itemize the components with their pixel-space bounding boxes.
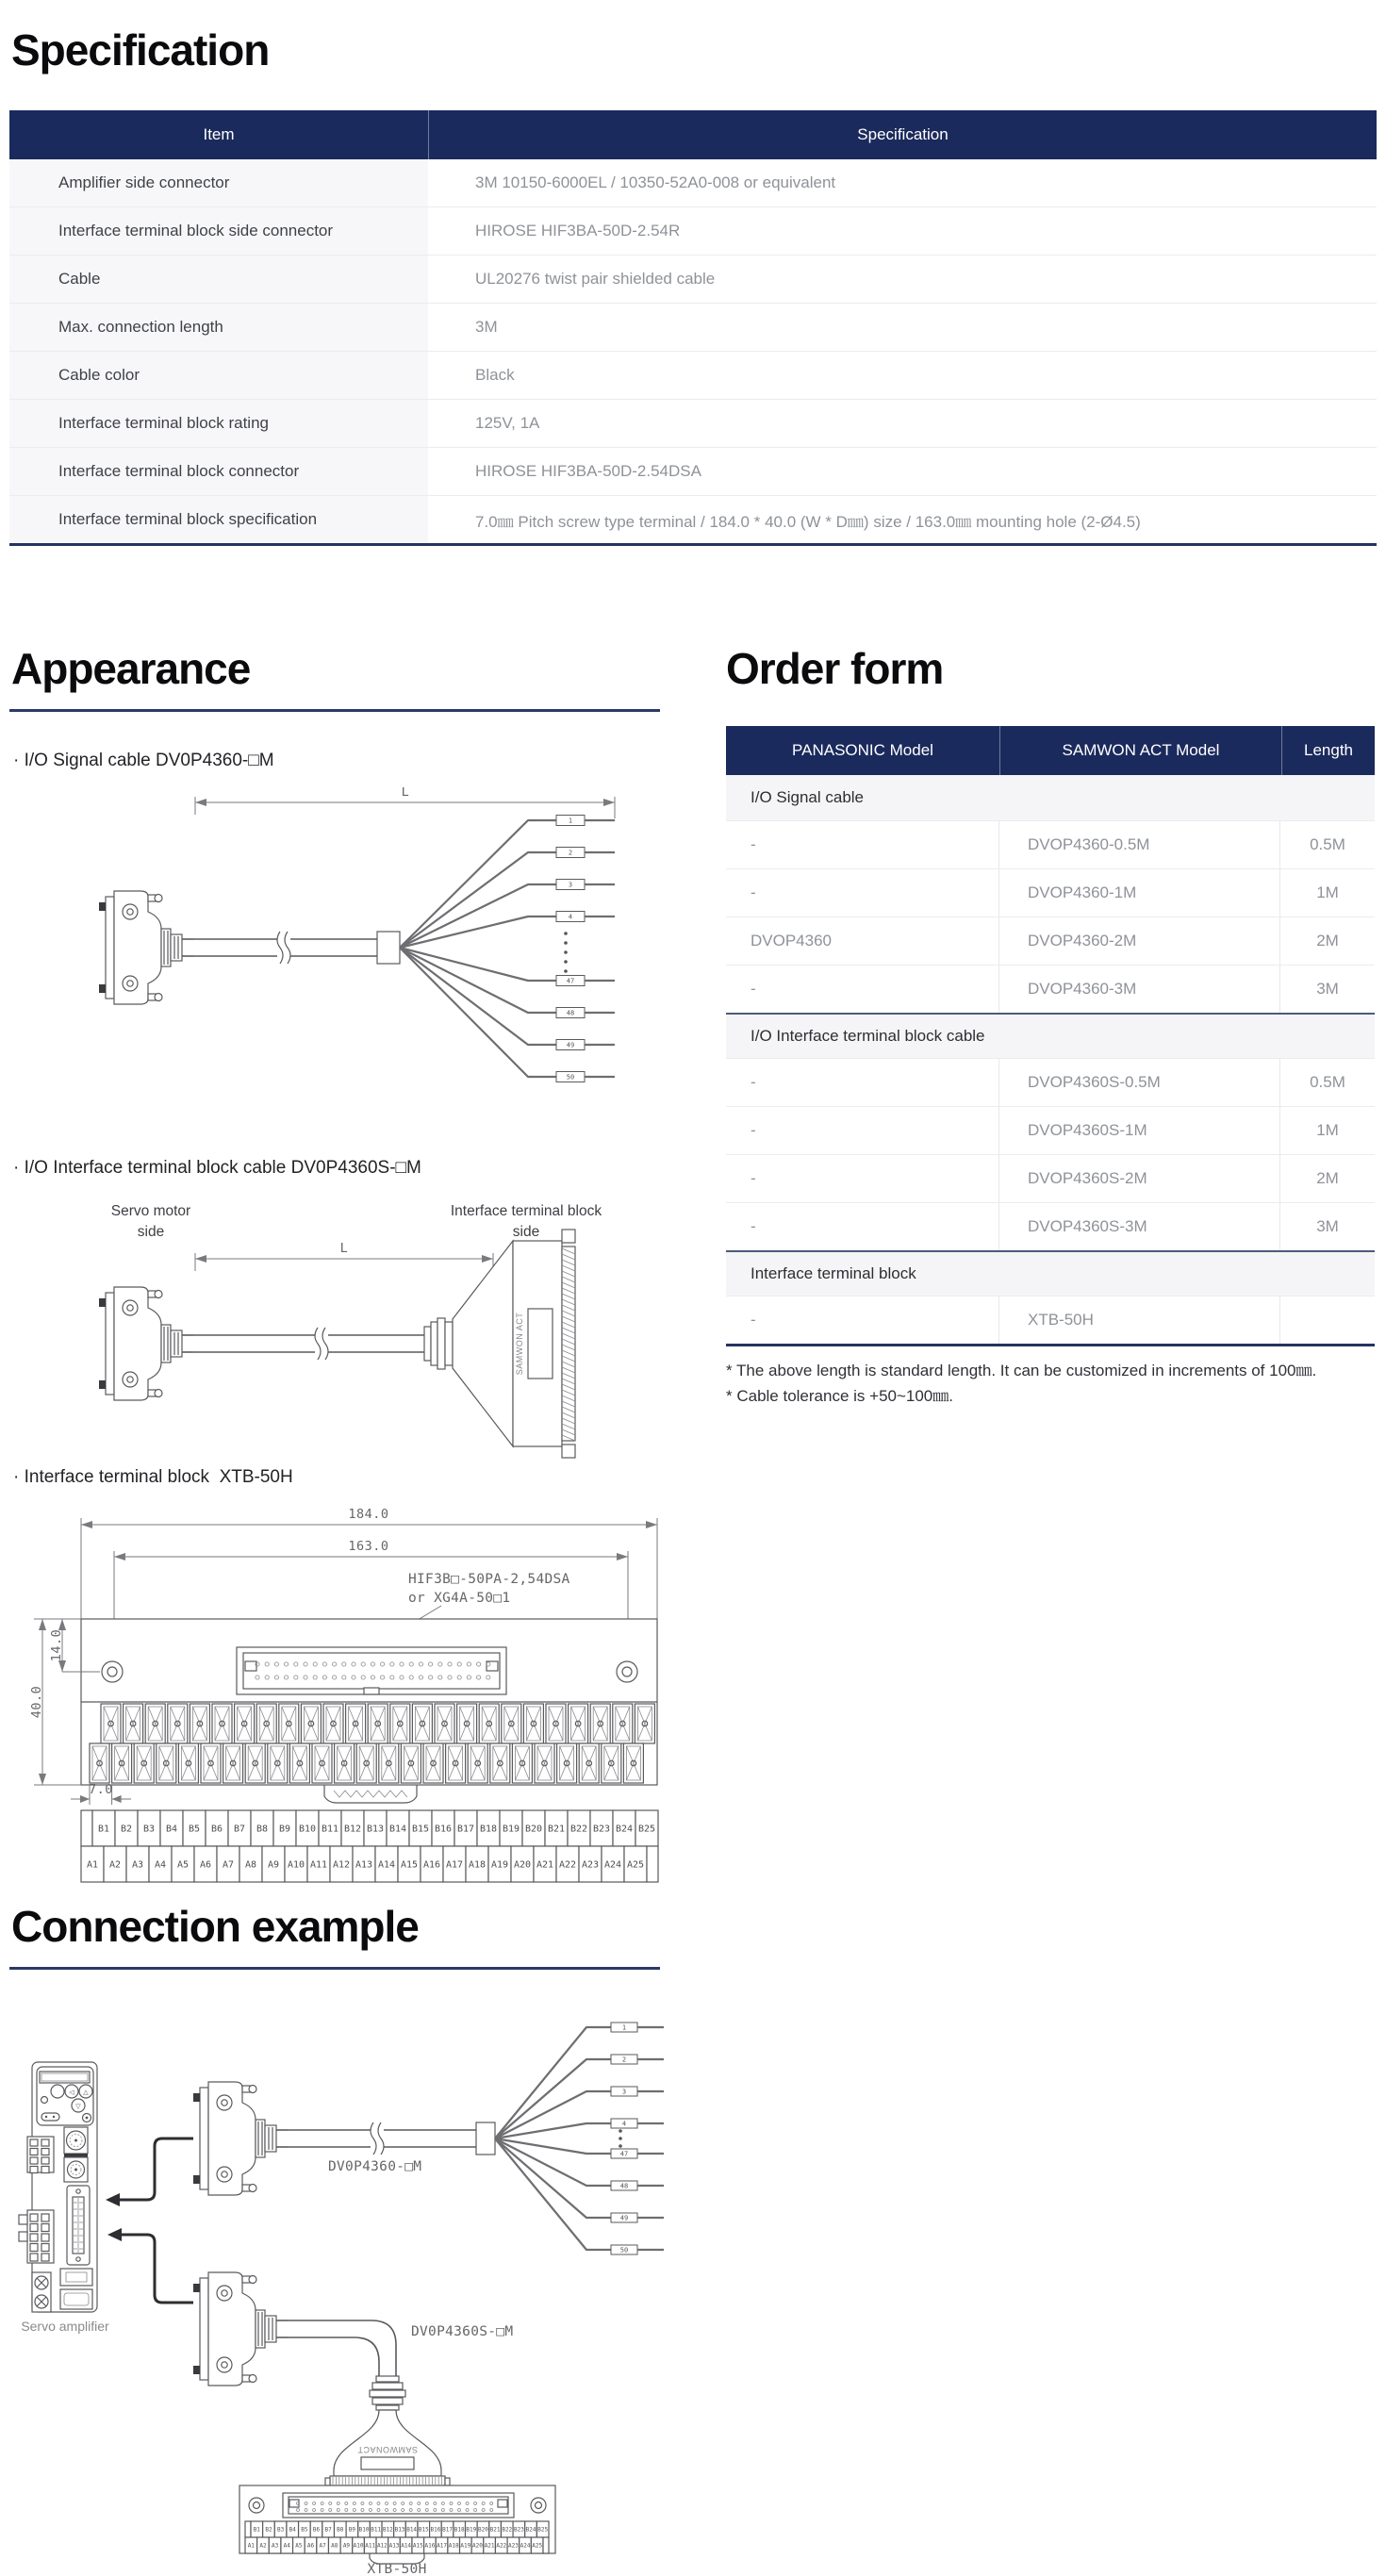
spec-table [9,110,1377,546]
pin-label-b: B17 [442,2526,453,2534]
order-samwon-cell: XTB-50H [999,1296,1280,1344]
servo-motor-side-label-1: Servo motor [110,1203,191,1219]
pin-label-a: A25 [626,1859,645,1871]
ellipsis-dot [564,950,568,954]
pin-label-a: A5 [176,1859,190,1871]
pin-label-a: A15 [412,2542,423,2550]
cable-sleeve [377,932,400,964]
pin-label-b: B24 [615,1824,634,1835]
terminal-square [30,2224,38,2232]
terminal-square [30,2214,38,2221]
order-panasonic-cell: - [726,1059,999,1106]
dim-L-2: L [339,1241,349,1256]
ellipsis-dot [564,941,568,945]
terminal-square [30,2244,38,2252]
specification-title: Specification [11,25,270,74]
order-length-cell: 2M [1316,1169,1339,1187]
pin-label-a: A6 [199,1859,212,1871]
connection-terminal-block [239,2485,555,2576]
order-length-cell: 1M [1316,883,1339,901]
spec-row [9,351,1377,399]
pin-label-a: A22 [496,2542,507,2550]
pin-label-a: A2 [259,2542,267,2550]
cable2-label: DV0P4360S-□M [411,2324,514,2339]
pin-label-a: A11 [365,2542,376,2550]
spec-item-cell: Interface terminal block rating [9,400,428,447]
order-samwon-cell: DVOP4360S-2M [999,1155,1280,1202]
pin-label-b: B10 [298,1824,317,1835]
dim-40: 40.0 [29,1685,44,1719]
fan-wire [495,2027,611,2138]
pin-label-a: A2 [108,1859,122,1871]
connection-example-title: Connection example [11,1902,419,1951]
pin-label-b: B15 [418,2526,429,2534]
order-row [726,868,1375,916]
dim-L-1: L [401,787,410,800]
pin-label-a: A24 [520,2542,531,2550]
connection-rule [9,1967,660,1970]
dim-7: 7.0 [89,1782,113,1797]
order-group-header: I/O Signal cable [726,775,1375,820]
order-panasonic-cell: - [726,1107,999,1154]
terminal-number: 50 [566,1073,575,1082]
pin-label-b: B23 [513,2526,524,2534]
terminal-number: 4 [568,913,573,921]
terminal-number: 3 [568,881,573,889]
up-button-icon: △ [83,2089,89,2096]
pin-label-b: B4 [165,1824,178,1835]
order-length-cell: 3M [1316,1217,1339,1235]
pin-label-b: B13 [394,2526,405,2534]
brand-text-vertical: SAMWON ACT [515,1312,524,1376]
pin-label-b: B6 [312,2526,321,2534]
pin-label-a: A7 [222,1859,235,1871]
terminal-block-diagram [9,1501,669,1886]
pin-label-a: A12 [376,2542,388,2550]
order-panasonic-cell: - [726,821,999,868]
pin-label-a: A18 [468,1859,487,1871]
pin-label-b: B3 [276,2526,285,2534]
pin-label-b: B8 [337,2526,344,2534]
terminal-block-label: · Interface terminal block XTB-50H [13,1467,293,1487]
order-row [726,1058,1375,1106]
order-group-header: Interface terminal block [726,1250,1375,1296]
amplifier-side-connector [99,891,193,1004]
brand-text-bell: SAMWONACT [357,2445,418,2454]
fan-wire [495,2138,611,2186]
io-signal-cable-diagram [9,787,669,1098]
connector-note-2: or XG4A-50□1 [408,1591,511,1606]
servo-amplifier-drawing [19,2062,109,2334]
pin-label-a: A23 [507,2542,519,2550]
pin-label-b: B18 [454,2526,465,2534]
pin-name-table [81,1810,658,1882]
spec-row [9,159,1377,206]
connection-connector-1 [193,2082,288,2195]
spec-table-header [9,110,1377,159]
order-note-2: * Cable tolerance is +50~100㎜. [726,1387,953,1405]
servo-side-connector [99,1287,193,1400]
order-row [726,916,1375,965]
din-clip-spring [334,1791,407,1797]
connection-connector-2 [193,2272,288,2386]
fan-wire [400,948,556,1045]
order-header-samwon: SAMWON ACT Model [1000,726,1282,775]
order-row [726,1106,1375,1154]
pin-label-a: A25 [532,2542,543,2550]
order-panasonic-cell: DVOP4360 [726,917,999,965]
pin-cell-sliver [245,2521,251,2537]
pin-label-a: A8 [244,1859,257,1871]
terminal-number: 48 [566,1009,575,1017]
order-row [726,1202,1375,1250]
pin-label-b: B16 [430,2526,441,2534]
pin-label-b: B15 [411,1824,430,1835]
terminal-number: 2 [568,849,573,857]
tb-side-label-1: Interface terminal block [450,1203,602,1219]
order-row [726,1296,1375,1344]
spec-header-item: Item [9,110,429,159]
pin-label-a: A13 [388,2542,400,2550]
pin-label-a: A14 [377,1859,396,1871]
pin-label-b: B9 [278,1824,291,1835]
io-cable-label: · I/O Signal cable DV0P4360-□M [13,751,274,770]
terminal-square [41,2167,49,2173]
order-table-body [726,775,1375,1344]
pin-label-b: B13 [366,1824,385,1835]
terminal-square [41,2149,49,2155]
terminal-square [30,2167,38,2173]
pin-label-a: A6 [306,2542,315,2550]
dim-163: 163.0 [348,1539,389,1554]
fan-wire [495,2138,611,2250]
appearance-title: Appearance [11,644,251,693]
pin-label-a: A12 [332,1859,351,1871]
spec-item-cell: Interface terminal block connector [9,448,428,495]
ellipsis-dot [619,2137,622,2140]
pin-label-a: A24 [603,1859,622,1871]
order-samwon-cell: DVOP4360-1M [999,869,1280,916]
connection-wire-fanout [495,2023,664,2254]
pin-label-b: B10 [358,2526,370,2534]
tb-cable-diagram [9,1190,669,1463]
spec-value-cell: HIROSE HIF3BA-50D-2.54R [475,222,681,239]
pin-label-b: B3 [142,1824,156,1835]
terminal-square [41,2157,49,2164]
order-length-cell: 0.5M [1310,1073,1345,1091]
spec-table-body [9,159,1377,543]
ellipsis-dot [619,2144,622,2148]
pin-label-a: A13 [355,1859,373,1871]
order-group-header: I/O Interface terminal block cable [726,1013,1375,1058]
pin-label-b: B19 [466,2526,477,2534]
order-length-cell [1280,1296,1375,1344]
pin-label-a: A19 [490,1859,509,1871]
pin-cell-sliver [81,1810,92,1846]
terminal-screw-row-b [101,1704,654,1743]
order-row [726,1154,1375,1202]
pin-name-table-small [245,2521,549,2553]
pin-label-a: A5 [295,2542,303,2550]
pin-label-a: A10 [353,2542,364,2550]
fan-wire [400,852,556,948]
pin-label-a: A3 [131,1859,144,1871]
ellipsis-dot [564,960,568,964]
order-panasonic-cell: - [726,869,999,916]
spec-value-cell: Black [475,366,515,384]
pin-label-b: B12 [343,1824,362,1835]
block-label: XTB-50H [367,2562,427,2576]
appearance-rule [9,709,660,712]
pin-label-a: A23 [581,1859,600,1871]
pin-label-b: B20 [478,2526,488,2534]
order-length-cell: 0.5M [1310,835,1345,853]
pin-label-a: A14 [401,2542,412,2550]
pin-label-a: A3 [271,2542,279,2550]
spec-item-cell: Cable [9,256,428,303]
terminal-square [30,2149,38,2155]
pin-label-b: B6 [210,1824,223,1835]
pin-label-a: A16 [424,2542,436,2550]
ellipsis-dot [564,969,568,973]
pin-label-a: A15 [400,1859,419,1871]
order-form-title: Order form [726,644,944,693]
spec-value-cell: UL20276 twist pair shielded cable [475,270,716,288]
order-row [726,965,1375,1013]
down-button-icon: ▽ [75,2103,81,2110]
order-length-cell: 2M [1316,932,1339,949]
pin-label-b: B24 [525,2526,536,2534]
servo-motor-side-label-2: side [137,1224,165,1240]
pin-label-b: B18 [479,1824,498,1835]
spec-item-cell: Interface terminal block side connector [9,207,428,255]
pin-label-b: B19 [502,1824,520,1835]
terminal-number: 1 [568,817,573,825]
pin-label-b: B21 [489,2526,501,2534]
order-samwon-cell: DVOP4360-3M [999,966,1280,1013]
terminal-square [41,2244,49,2252]
terminal-number: 49 [566,1041,575,1049]
pin-cell-sliver [647,1846,658,1882]
pin-label-b: B12 [382,2526,393,2534]
terminal-number: 4 [621,2120,627,2128]
pin-label-b: B25 [637,1824,656,1835]
pin-label-a: A1 [86,1859,99,1871]
dim-14: 14.0 [49,1628,64,1662]
pin-label-b: B5 [301,2526,308,2534]
order-table [726,726,1375,1346]
pin-label-b: B22 [502,2526,513,2534]
pin-label-b: B17 [456,1824,475,1835]
order-header-length: Length [1304,741,1353,759]
terminal-screw-row-a [90,1743,643,1783]
left-button-icon: ◁ [69,2089,74,2096]
pin-label-a: A18 [448,2542,459,2550]
order-samwon-cell: DVOP4360-2M [999,917,1280,965]
order-samwon-cell: DVOP4360S-3M [999,1203,1280,1250]
spec-value-cell: 3M [475,318,498,336]
ellipsis-dot [619,2129,622,2133]
pin-label-a: A17 [437,2542,447,2550]
spec-value-cell: 125V, 1A [475,414,540,432]
spec-value-cell: 7.0㎜ Pitch screw type terminal / 184.0 * 40.0 (W * D㎜) size / 163.0㎜ mounting hole (2-Ø4.5) [475,512,1141,531]
pin-label-a: A20 [472,2542,483,2550]
terminal-number: 1 [621,2023,627,2032]
pin-label-b: B14 [388,1824,407,1835]
pin-label-a: A9 [342,2542,351,2550]
terminal-number: 48 [619,2182,629,2190]
spec-item-cell: Cable color [9,352,428,399]
pin-label-a: A11 [309,1859,328,1871]
idc-teeth [333,2477,442,2485]
connection-arrow-1 [119,2138,193,2200]
clip-spring [334,1791,407,1797]
pin-label-b: B14 [406,2526,418,2534]
spec-header-specification: Specification [857,125,949,143]
pin-label-a: A16 [422,1859,441,1871]
connection-arrow-2 [121,2235,193,2303]
servo-amplifier-label: Servo amplifier [21,2319,109,2334]
order-length-cell: 1M [1316,1121,1339,1139]
fan-wire [495,2138,611,2218]
order-panasonic-cell: - [726,966,999,1013]
terminal-square [30,2234,38,2241]
ellipsis-dot [564,932,568,935]
cable1-label: DV0P4360-□M [328,2159,422,2174]
spec-item-cell: Interface terminal block specification [9,496,428,543]
pin-label-a: A4 [154,1859,167,1871]
pin-label-b: B5 [188,1824,201,1835]
pin-label-b: B22 [569,1824,588,1835]
dim-184: 184.0 [348,1507,389,1522]
order-table-header [726,726,1375,775]
order-header-panasonic: PANASONIC Model [726,726,1000,775]
pin-label-b: B2 [120,1824,133,1835]
order-panasonic-cell: - [726,1296,999,1344]
spec-row [9,447,1377,495]
pin-label-a: A10 [287,1859,305,1871]
terminal-number: 47 [566,977,575,985]
pin-label-a: A4 [283,2542,290,2550]
spec-value-cell: 3M 10150-6000EL / 10350-52A0-008 or equivalent [475,173,836,191]
pin-label-a: A8 [331,2542,338,2550]
pin-label-b: B8 [256,1824,269,1835]
pin-label-b: B9 [348,2526,356,2534]
spec-value-cell: HIROSE HIF3BA-50D-2.54DSA [475,462,701,480]
order-samwon-cell: DVOP4360S-1M [999,1107,1280,1154]
arrow-head-1 [106,2193,120,2206]
pin-label-b: B7 [324,2526,332,2534]
fan-wire [495,2059,611,2138]
order-panasonic-cell: - [726,1155,999,1202]
terminal-square [30,2157,38,2164]
pin-label-b: B11 [321,1824,339,1835]
pin-label-b: B21 [547,1824,566,1835]
terminal-square [41,2224,49,2232]
connector-note-1: HIF3B□-50PA-2,54DSA [408,1572,570,1587]
order-samwon-cell: DVOP4360-0.5M [999,821,1280,868]
pin-label-a: A19 [460,2542,471,2550]
pin-label-b: B1 [97,1824,110,1835]
spec-row [9,495,1377,543]
terminal-square [30,2254,38,2261]
tb-side-label-2: side [512,1224,540,1240]
spec-row [9,206,1377,255]
terminal-number: 49 [619,2214,629,2222]
order-panasonic-cell: - [726,1203,999,1250]
pin-label-b: B7 [233,1824,246,1835]
pin-label-a: A9 [267,1859,280,1871]
fan-wire [495,2091,611,2138]
pin-label-b: B16 [434,1824,453,1835]
pin-label-b: B4 [289,2526,296,2534]
order-samwon-cell: DVOP4360S-0.5M [999,1059,1280,1106]
order-note-1: * The above length is standard length. It can be customized in increments of 100㎜. [726,1362,1317,1379]
terminal-square [41,2214,49,2221]
order-length-cell: 3M [1316,980,1339,998]
pin-label-b: B1 [253,2526,260,2534]
connection-example-diagram [9,2008,681,2576]
terminal-square [41,2234,49,2241]
tb-cable-label: · I/O Interface terminal block cable DV0P4360S-□M [13,1158,421,1178]
terminal-number: 47 [619,2150,629,2158]
spec-item-cell: Max. connection length [9,304,428,351]
pin-label-b: B11 [371,2526,382,2534]
terminal-square [30,2139,38,2146]
pin-label-b: B20 [524,1824,543,1835]
terminal-number: 2 [621,2056,627,2064]
spec-row [9,255,1377,303]
pin-label-a: A17 [445,1859,464,1871]
pin-label-a: A21 [484,2542,495,2550]
pin-label-a: A21 [536,1859,554,1871]
spec-row [9,399,1377,447]
fan-wire [495,2138,611,2154]
wire-fanout [400,816,615,1082]
fan-wire [400,916,556,948]
spec-row [9,303,1377,351]
terminal-square [41,2254,49,2261]
spec-item-cell: Amplifier side connector [9,159,428,206]
terminal-square [41,2139,49,2146]
pin-cell-sliver [543,2537,549,2553]
terminal-number: 50 [619,2246,629,2254]
terminal-number: 3 [621,2088,627,2096]
fan-wire [495,2123,611,2138]
arrow-head-2 [107,2228,122,2241]
pin-label-b: B23 [592,1824,611,1835]
pin-label-a: A22 [558,1859,577,1871]
order-row [726,820,1375,868]
pin-label-a: A20 [513,1859,532,1871]
pin-label-b: B25 [537,2526,549,2534]
pin-label-a: A1 [247,2542,255,2550]
pin-label-a: A7 [319,2542,326,2550]
pin-label-b: B2 [265,2526,272,2534]
